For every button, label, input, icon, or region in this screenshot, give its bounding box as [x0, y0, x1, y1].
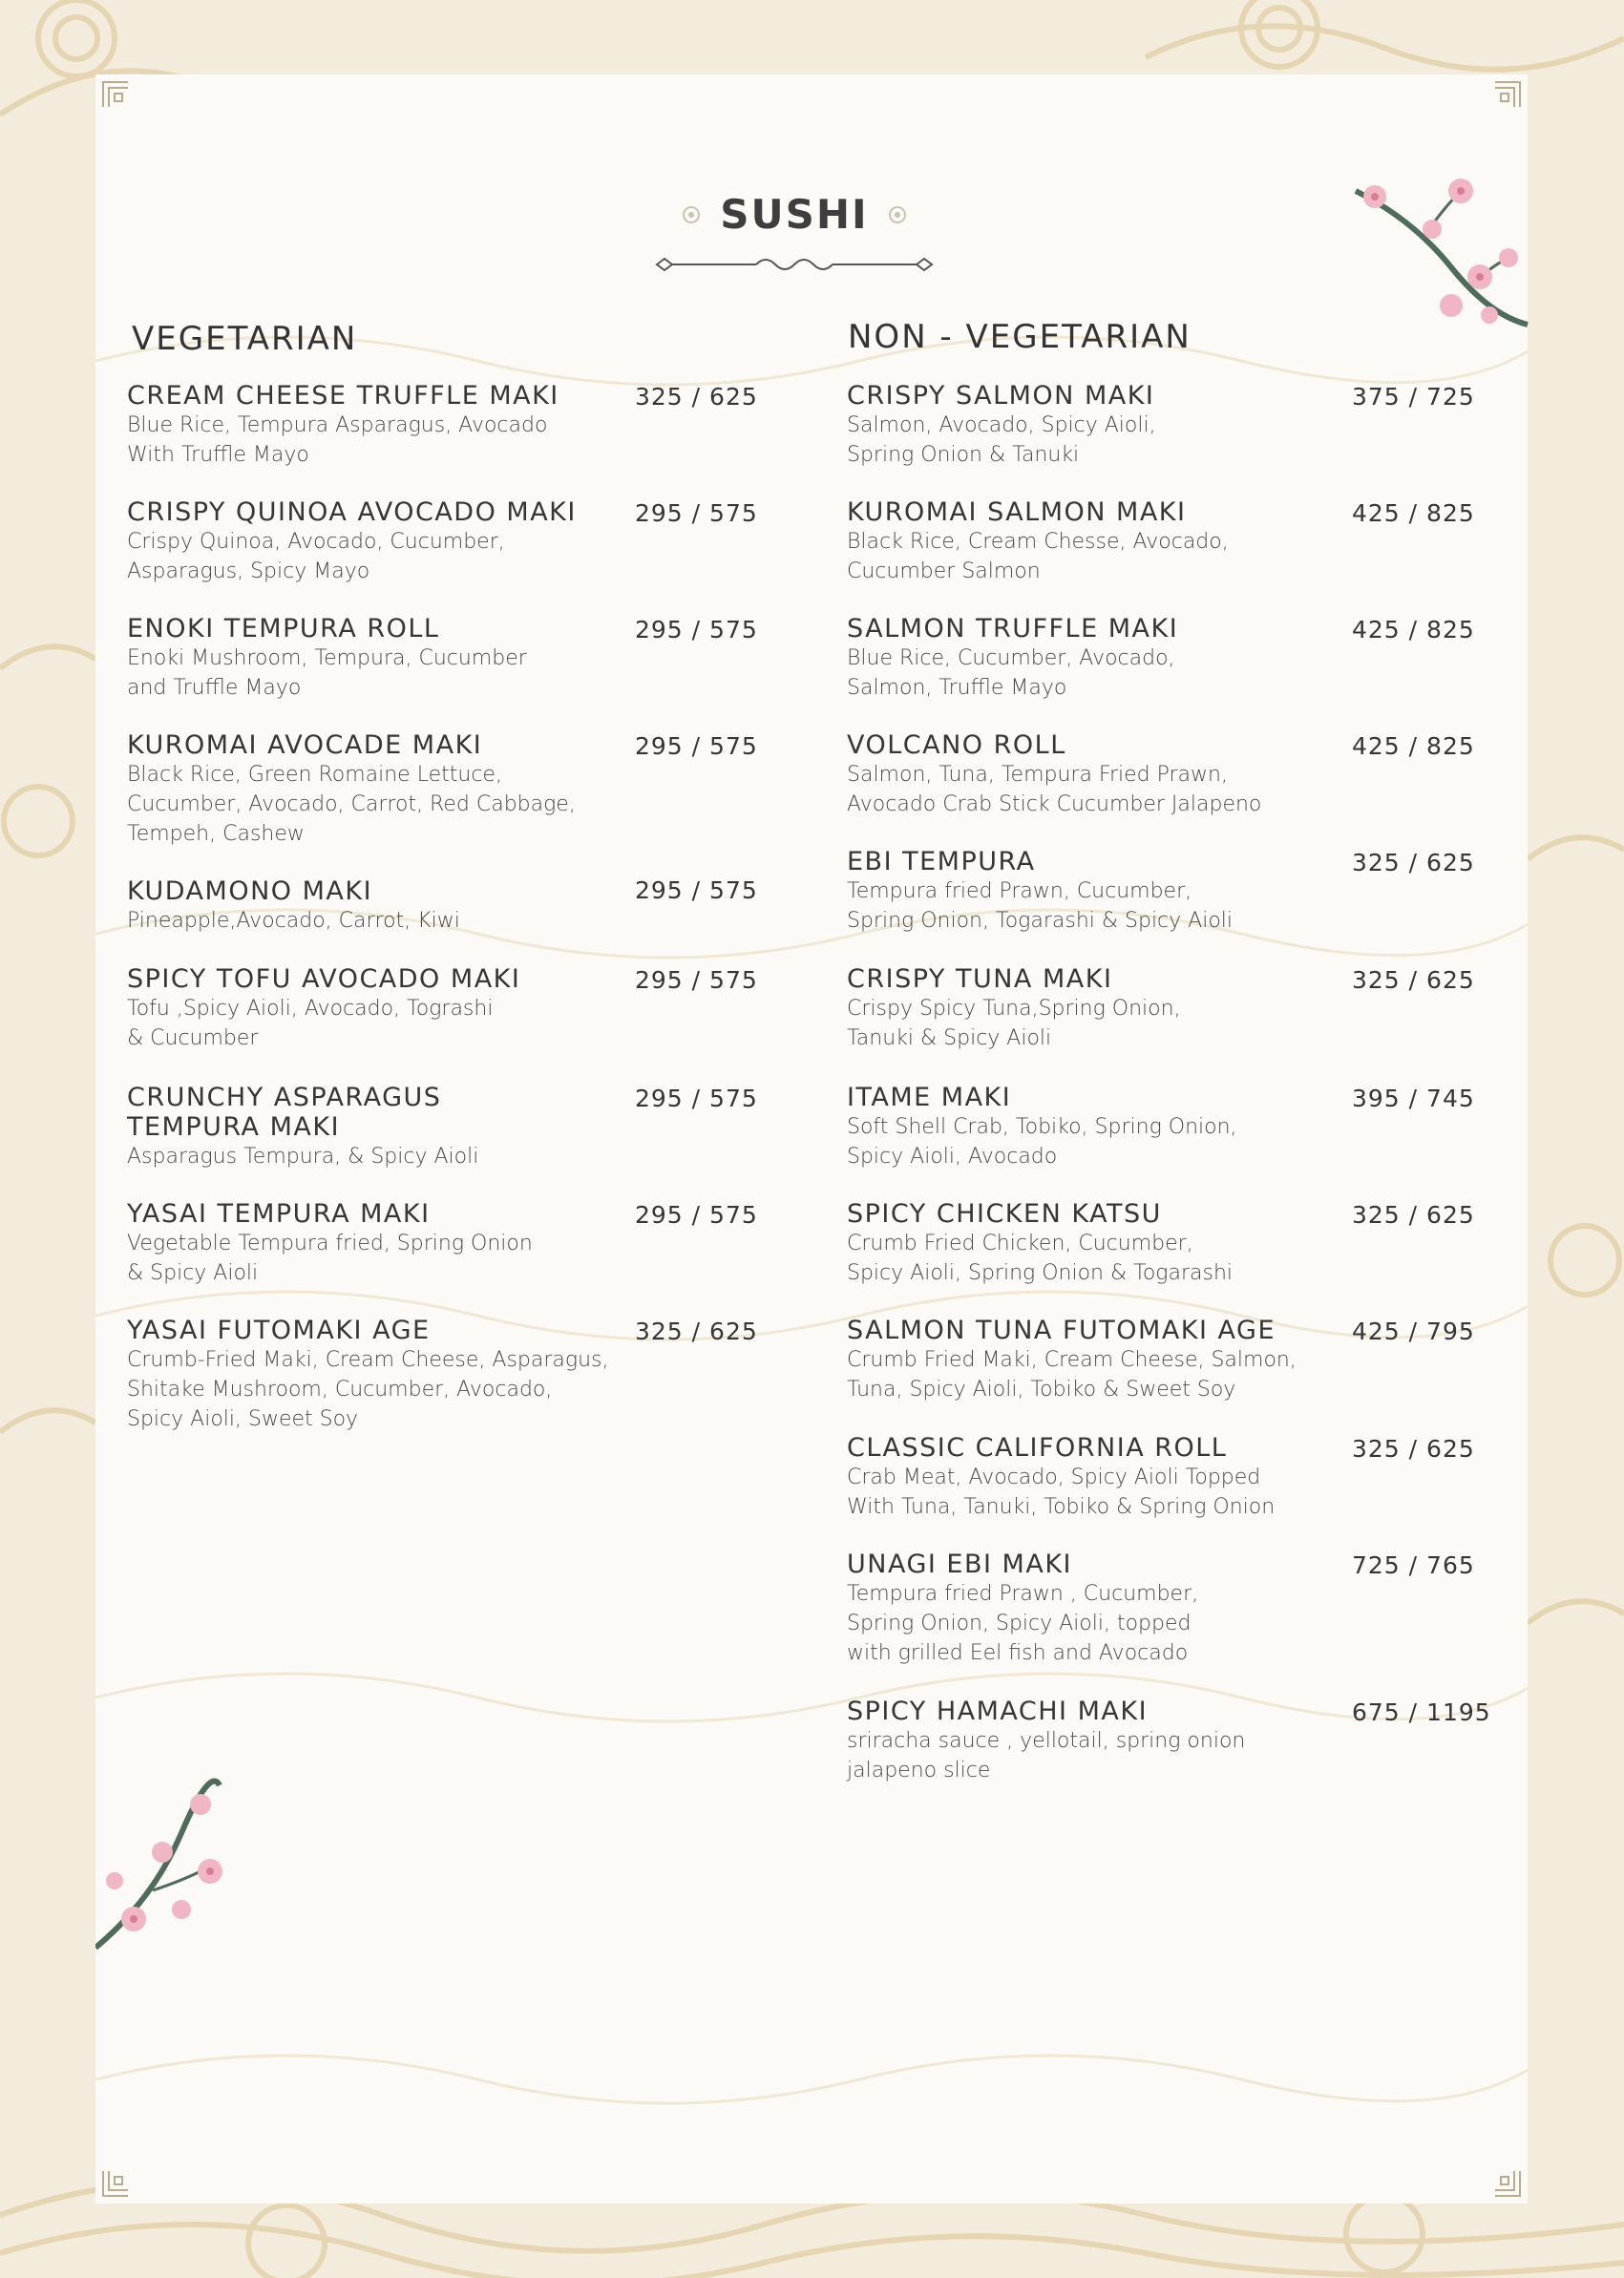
corner-ornament-top-left: [99, 78, 132, 111]
non-vegetarian-heading: NON - VEGETARIAN: [848, 318, 1192, 356]
flower-ornament-icon: [886, 203, 909, 226]
item-price: 425 / 825: [1352, 732, 1475, 760]
list-item: VOLCANO ROLL Salmon, Tuna, Tempura Fried Prawn, Avocado Crab Stick Cucumber Jalapeno: [847, 730, 1262, 816]
list-item: SPICY TOFU AVOCADO MAKI Tofu ,Spicy Aioli, Avocado, Tograshi & Cucumber: [127, 964, 521, 1050]
item-price: 725 / 765: [1352, 1551, 1475, 1579]
cherry-blossom-top-right-icon: [1337, 162, 1537, 334]
corner-ornament-bottom-right: [1491, 2167, 1524, 2200]
list-item: SALMON TUNA FUTOMAKI AGE Crumb Fried Maki, Cream Cheese, Salmon, Tuna, Spicy Aioli, Tobiko & Sweet Soy: [847, 1316, 1297, 1402]
item-price: 325 / 625: [635, 383, 758, 411]
item-price: 425 / 825: [1352, 499, 1475, 527]
item-price: 295 / 575: [635, 499, 758, 527]
list-item: YASAI TEMPURA MAKI Vegetable Tempura fried, Spring Onion & Spicy Aioli: [127, 1199, 533, 1285]
list-item: EBI TEMPURA Tempura fried Prawn, Cucumber, Spring Onion, Togarashi & Spicy Aioli: [847, 847, 1234, 933]
list-item: CRISPY SALMON MAKI Salmon, Avocado, Spicy Aioli, Spring Onion & Tanuki: [847, 381, 1156, 467]
list-item: SALMON TRUFFLE MAKI Blue Rice, Cucumber, Avocado, Salmon, Truffle Mayo: [847, 614, 1179, 700]
item-price: 425 / 795: [1352, 1318, 1475, 1345]
item-price: 325 / 625: [1352, 966, 1475, 994]
item-price: 295 / 575: [635, 616, 758, 643]
list-item: CLASSIC CALIFORNIA ROLL Crab Meat, Avocado, Spicy Aioli Topped With Tuna, Tanuki, Tobiko & Spring Onion: [847, 1433, 1276, 1519]
item-price: 425 / 825: [1352, 616, 1475, 643]
cherry-blossom-bottom-left-icon: [95, 1776, 239, 1957]
list-item: KUROMAI AVOCADE MAKI Black Rice, Green Romaine Lettuce, Cucumber, Avocado, Carrot, Red Cabbage, Tempeh, Cashew: [127, 730, 576, 846]
page-header: [592, 191, 997, 277]
item-price: 325 / 625: [635, 1318, 758, 1345]
item-price: 675 / 1195: [1352, 1698, 1491, 1726]
corner-ornament-bottom-left: [99, 2167, 132, 2200]
item-price: 295 / 575: [635, 1201, 758, 1229]
title-divider-ornament: [651, 252, 938, 277]
list-item: KUROMAI SALMON MAKI Black Rice, Cream Chesse, Avocado, Cucumber Salmon: [847, 497, 1229, 583]
item-price: 325 / 625: [1352, 1201, 1475, 1229]
flower-ornament-icon: [680, 203, 703, 226]
list-item: SPICY HAMACHI MAKI sriracha sauce , yellotail, spring onion jalapeno slice: [847, 1697, 1246, 1782]
item-price: 395 / 745: [1352, 1085, 1475, 1112]
item-price: 325 / 625: [1352, 849, 1475, 876]
list-item: SPICY CHICKEN KATSU Crumb Fried Chicken, Cucumber, Spicy Aioli, Spring Onion & Togarashi: [847, 1199, 1234, 1285]
list-item: CREAM CHEESE TRUFFLE MAKI Blue Rice, Tempura Asparagus, Avocado With Truffle Mayo: [127, 381, 559, 467]
list-item: UNAGI EBI MAKI Tempura fried Prawn , Cucumber, Spring Onion, Spicy Aioli, topped with grilled Eel fish and Avocado: [847, 1550, 1199, 1665]
item-price: 295 / 575: [635, 732, 758, 760]
item-price: 295 / 575: [635, 1085, 758, 1112]
list-item: CRISPY QUINOA AVOCADO MAKI Crispy Quinoa, Avocado, Cucumber, Asparagus, Spicy Mayo: [127, 497, 577, 583]
item-price: 295 / 575: [635, 876, 758, 904]
list-item: ITAME MAKI Soft Shell Crab, Tobiko, Spring Onion, Spicy Aioli, Avocado: [847, 1083, 1237, 1169]
page-title-row: [680, 191, 908, 238]
vegetarian-heading: VEGETARIAN: [132, 320, 358, 358]
list-item: KUDAMONO MAKI Pineapple,Avocado, Carrot, Kiwi: [127, 876, 460, 933]
item-price: 325 / 625: [1352, 1435, 1475, 1463]
page-title: SUSHI: [720, 191, 869, 238]
item-price: 375 / 725: [1352, 383, 1475, 411]
list-item: CRISPY TUNA MAKI Crispy Spicy Tuna,Spring Onion, Tanuki & Spicy Aioli: [847, 964, 1181, 1050]
item-price: 295 / 575: [635, 966, 758, 994]
corner-ornament-top-right: [1491, 78, 1524, 111]
list-item: CRUNCHY ASPARAGUS TEMPURA MAKI Asparagus Tempura, & Spicy Aioli: [127, 1083, 479, 1169]
list-item: YASAI FUTOMAKI AGE Crumb-Fried Maki, Cream Cheese, Asparagus, Shitake Mushroom, Cucumber, Avocado, Spicy Aioli, Sweet Soy: [127, 1316, 609, 1431]
list-item: ENOKI TEMPURA ROLL Enoki Mushroom, Tempura, Cucumber and Truffle Mayo: [127, 614, 527, 700]
